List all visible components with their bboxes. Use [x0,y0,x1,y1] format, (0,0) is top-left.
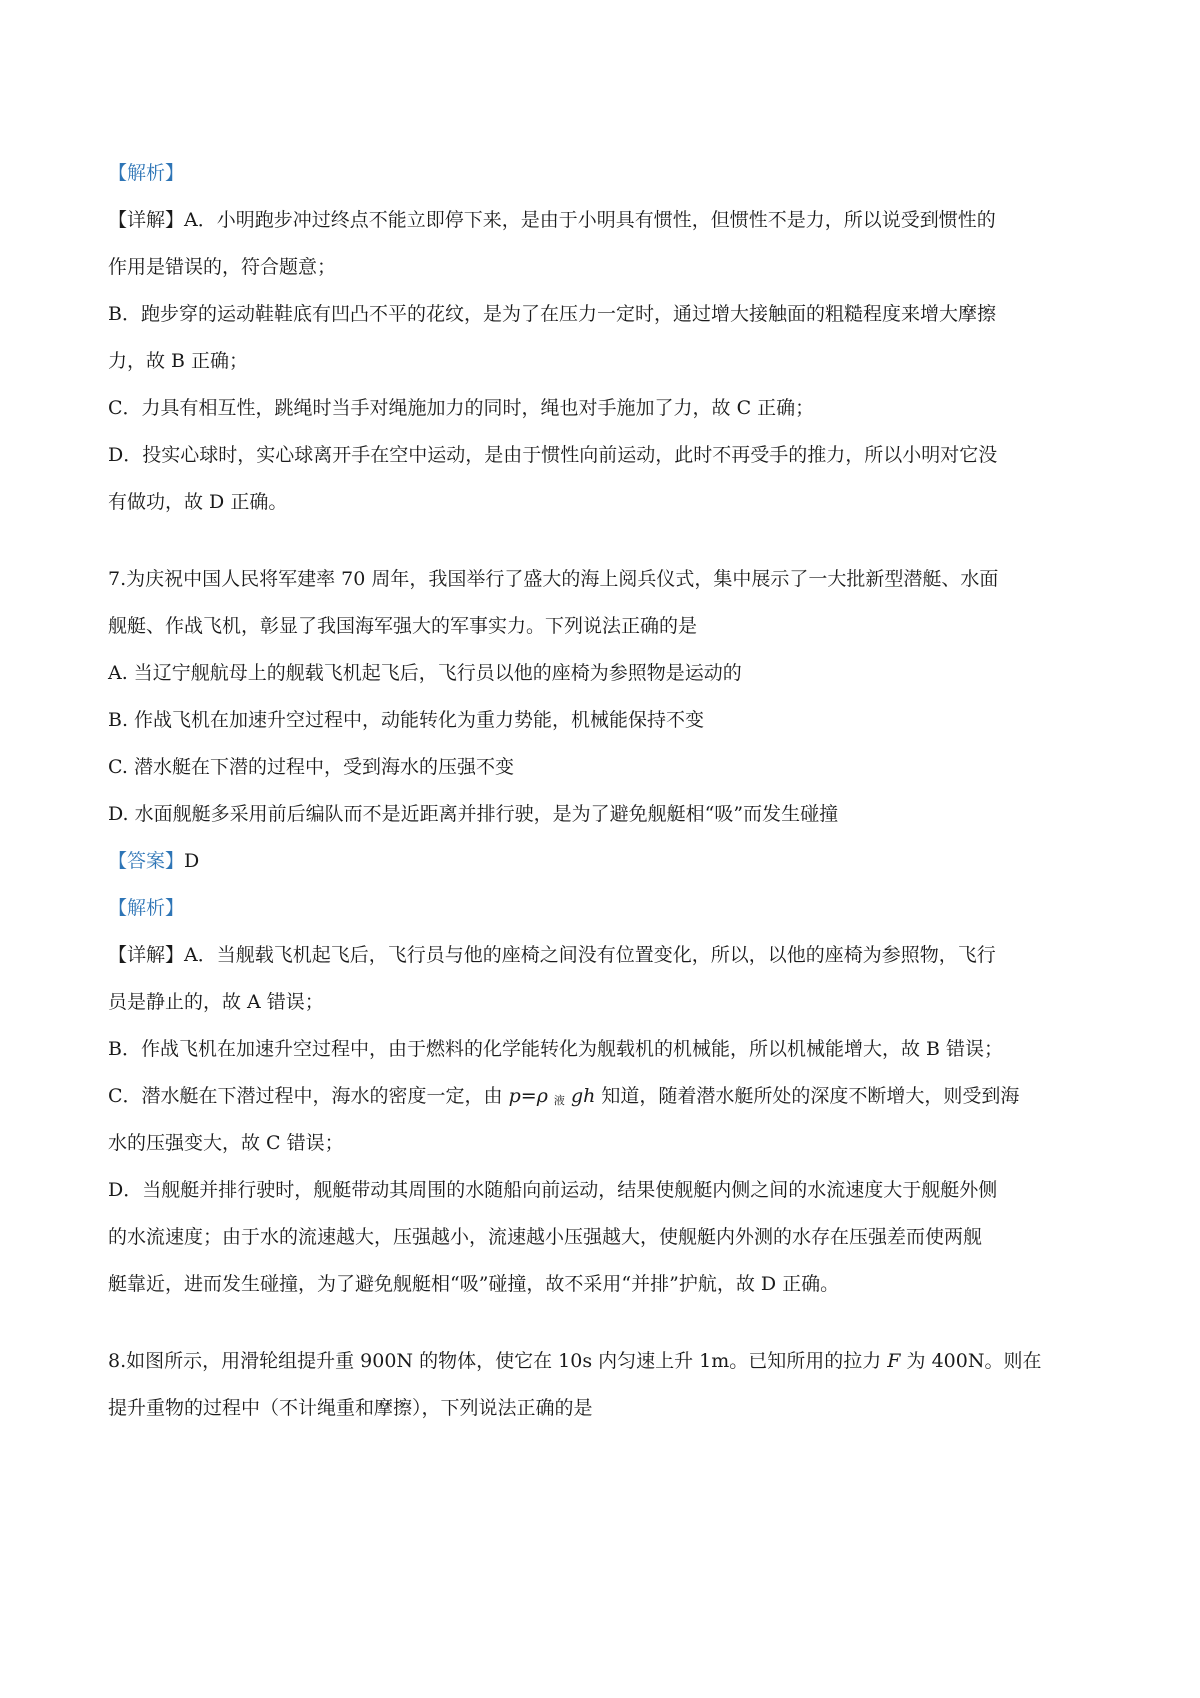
q7-detail-d-line2: 的水流速度；由于水的流速越大，压强越小，流速越小压强越大，使舰艇内外测的水存在压强差而使两舰 [108,1226,983,1248]
q6-detail-b-line1: B．跑步穿的运动鞋鞋底有凹凸不平的花纹，是为了在压力一定时，通过增大接触面的粗糙程度来增大摩擦 [108,303,996,325]
q7-option-d: D. 水面舰艇多采用前后编队而不是近距离并排行驶，是为了避免舰艇相“吸”而发生碰撞 [108,803,839,825]
answer-tag: 【答案】 [108,850,185,872]
section-gap [108,526,1098,556]
q6-detail-b-line2: 力，故 B 正确； [108,350,249,372]
q7-answer [108,838,1098,885]
q7-option-c: C. 潜水艇在下潜的过程中，受到海水的压强不变 [108,756,514,778]
q6-detail-d-line1: D．投实心球时，实心球离开手在空中运动，是由于惯性向前运动，此时不再受手的推力，所以小明对它没 [108,444,998,466]
q6-analysis-heading [108,150,1098,197]
q7-detail-c-pre: C．潜水艇在下潜过程中，海水的密度一定，由 [108,1085,503,1107]
formula-rho: ρ [536,1085,548,1107]
q8-stem-line2: 提升重物的过程中（不计绳重和摩擦），下列说法正确的是 [108,1397,593,1419]
q7-detail-d-line3: 艇靠近，进而发生碰撞，为了避免舰艇相“吸”碰撞，故不采用“并排”护航，故 D 正确。 [108,1273,840,1295]
q7-detail-c-post: 知道，随着潜水艇所处的深度不断增大，则受到海 [601,1085,1020,1107]
q7-option-a: A. 当辽宁舰航母上的舰载飞机起飞后，飞行员以他的座椅为参照物是运动的 [108,662,742,684]
formula-p: p [508,1085,521,1107]
q7-option-b: B. 作战飞机在加速升空过程中，动能转化为重力势能，机械能保持不变 [108,709,705,731]
q7-detail-c-line2: 水的压强变大，故 C 错误； [108,1132,344,1154]
document-content [108,150,1098,1432]
q7-detail-c-line1 [108,1073,1098,1120]
formula-subscript: 液 [553,1094,565,1107]
q7-detail-a-line1 [108,932,1098,979]
analysis-tag: 【解析】 [108,897,185,919]
q7-stem-line1: 7.为庆祝中国人民将军建率 70 周年，我国举行了盛大的海上阅兵仪式，集中展示了一大批新型潜艇、水面 [108,568,999,590]
q8-stem-pre: 8.如图所示，用滑轮组提升重 900N 的物体，使它在 10s 内匀速上升 1m。已知所用的拉力 [108,1350,882,1372]
analysis-tag: 【解析】 [108,162,185,184]
answer-value: D [184,850,200,872]
q7-detail-a-text: A．当舰载飞机起飞后，飞行员与他的座椅之间没有位置变化，所以，以他的座椅为参照物，飞行 [184,944,996,966]
q7-analysis-heading [108,885,1098,932]
q7-stem-line2: 舰艇、作战飞机，彰显了我国海军强大的军事实力。下列说法正确的是 [108,615,698,637]
q8-stem-line1 [108,1338,1098,1385]
formula-equals: = [520,1085,537,1107]
q7-detail-b: B．作战飞机在加速升空过程中，由于燃料的化学能转化为舰载机的机械能，所以机械能增大，故 B 错误； [108,1038,1004,1060]
q6-detail-d-line2: 有做功，故 D 正确。 [108,491,288,513]
q7-detail-a-line2: 员是静止的，故 A 错误； [108,991,324,1013]
q6-detail-a-text: A．小明跑步冲过终点不能立即停下来，是由于小明具有惯性，但惯性不是力，所以说受到惯性的 [184,209,996,231]
detail-tag: 【详解】 [108,209,185,231]
q6-detail-c: C．力具有相互性，跳绳时当手对绳施加力的同时，绳也对手施加了力，故 C 正确； [108,397,815,419]
q7-detail-d-line1: D．当舰艇并排行驶时，舰艇带动其周围的水随船向前运动，结果使舰艇内侧之间的水流速度大于舰艇外侧 [108,1179,998,1201]
detail-tag: 【详解】 [108,944,185,966]
q6-detail-a-line2: 作用是错误的，符合题意； [108,256,337,278]
section-gap [108,1308,1098,1338]
q6-detail-a-line1 [108,197,1098,244]
q8-stem-post: 为 400N。则在 [906,1350,1042,1372]
force-variable: F [887,1350,901,1372]
formula-gh: gh [570,1085,596,1107]
